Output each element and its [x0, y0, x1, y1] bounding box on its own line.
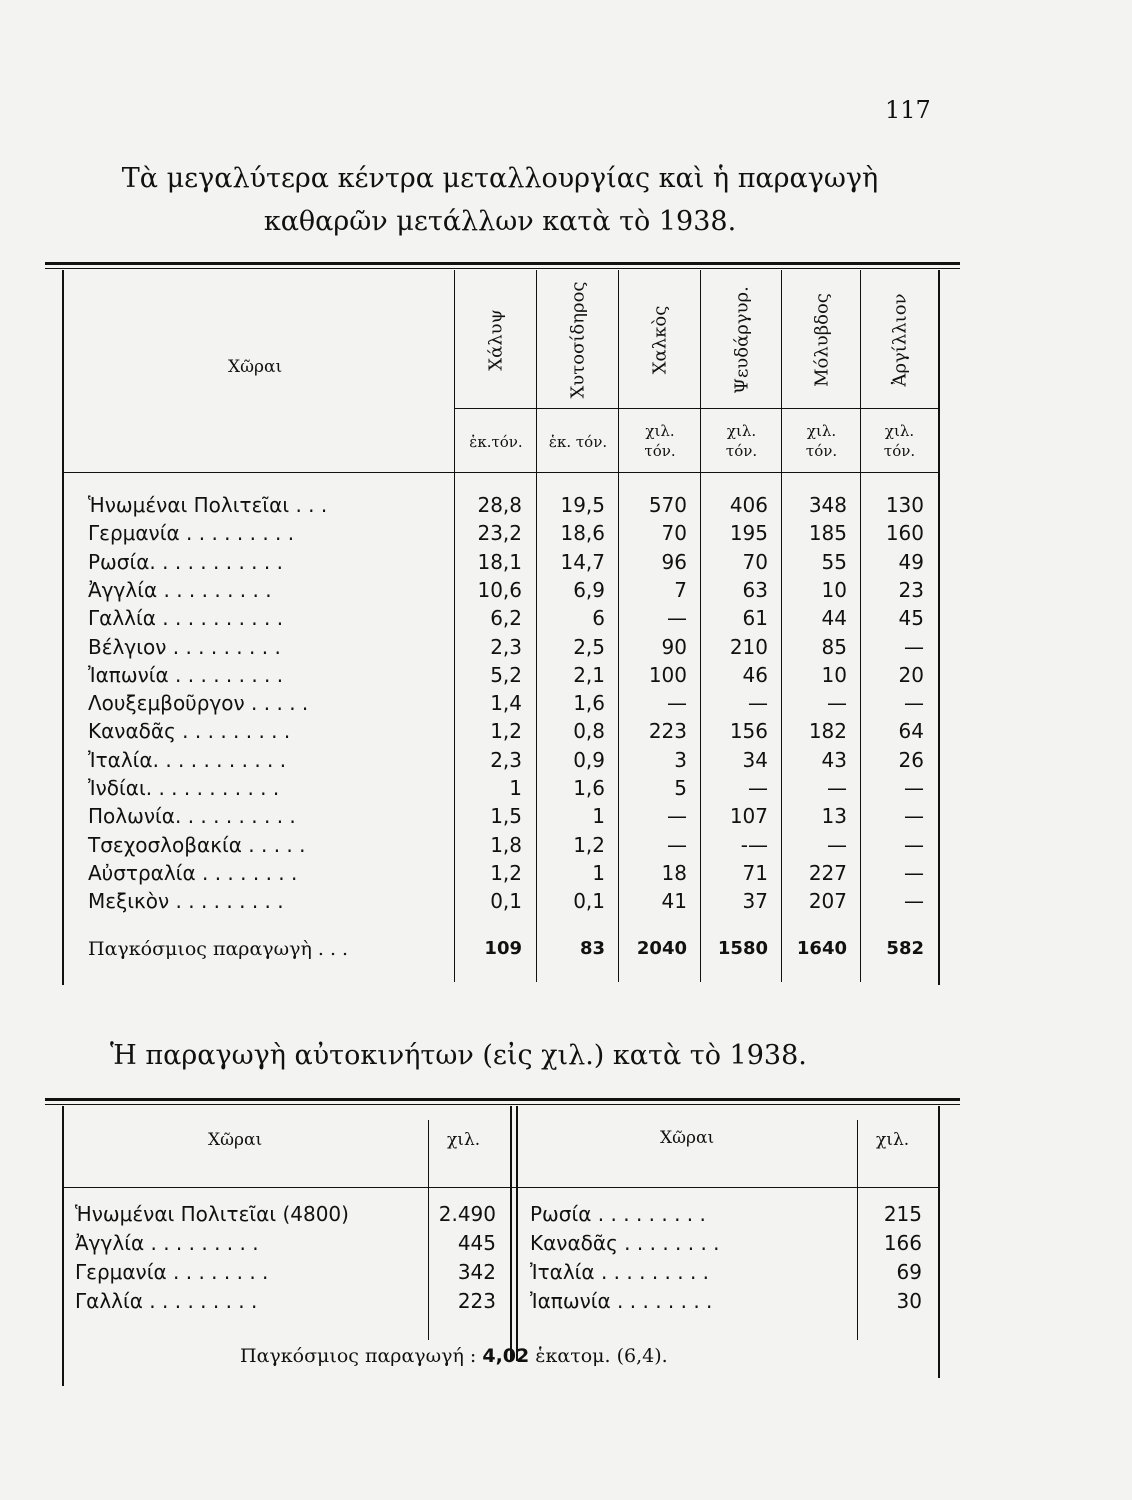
page-number: 117: [885, 96, 931, 124]
cars-header-country-left: Χῶραι: [208, 1130, 263, 1150]
column-header-4: Μόλυβδος: [811, 293, 832, 387]
cars-header-country-right: Χῶραι: [660, 1128, 715, 1148]
column-divider: [536, 270, 537, 982]
row-value: 1,4: [490, 691, 522, 716]
row-value: 1: [592, 804, 605, 829]
cars-total-unit: ἑκατομ. (6,4).: [535, 1345, 668, 1367]
cars-left-border: [62, 1106, 64, 1386]
row-value: 19,5: [560, 493, 605, 517]
row-value: 185: [808, 521, 847, 546]
cars-right-value: 30: [896, 1289, 922, 1313]
row-value: 0,1: [490, 889, 522, 914]
row-value: —: [904, 860, 924, 885]
row-value: 14,7: [560, 549, 605, 574]
row-country: Ἰαπωνία . . . . . . . . .: [88, 662, 284, 687]
total-value: 83: [579, 938, 605, 959]
column-unit-line1: χιλ.: [726, 422, 757, 440]
row-value: —: [904, 889, 924, 914]
row-value: —: [904, 776, 924, 800]
column-unit-0: [455, 432, 537, 452]
row-value: 18,6: [560, 521, 605, 546]
column-unit-line1: ἑκ. τόν.: [548, 433, 608, 451]
column-divider: [860, 270, 861, 982]
row-value: 26: [898, 747, 924, 772]
column-unit-line2: τόν.: [883, 442, 916, 460]
row-value: 64: [898, 719, 924, 744]
row-value: 107: [729, 804, 768, 829]
total-value: 2040: [636, 938, 687, 959]
cars-header-rule: [62, 1187, 938, 1188]
cars-left-country: Γερμανία . . . . . . . .: [75, 1260, 269, 1284]
top-rule: [45, 262, 960, 265]
row-value: 1,2: [573, 832, 605, 857]
row-value: 2,3: [490, 747, 522, 772]
row-value: 3: [674, 747, 687, 772]
column-unit-5: [861, 421, 938, 461]
column-unit-line2: τόν.: [644, 442, 676, 460]
row-value: 13: [821, 804, 847, 829]
row-value: 10,6: [477, 577, 522, 602]
top-rule-thin: [45, 268, 960, 269]
row-value: 2,3: [490, 634, 522, 659]
row-value: —: [827, 776, 847, 800]
row-value: 70: [661, 521, 687, 546]
row-value: 10: [821, 662, 847, 687]
column-divider: [618, 270, 619, 982]
row-value: 182: [808, 719, 847, 744]
row-country: Ἀγγλία . . . . . . . . .: [88, 577, 272, 602]
left-border: [62, 270, 64, 985]
cars-top-rule-thin: [45, 1104, 960, 1105]
row-country: Λουξεμβοῦργον . . . . .: [88, 691, 309, 716]
cars-right-border: [938, 1106, 940, 1378]
cars-right-country: Ρωσία . . . . . . . . .: [530, 1202, 706, 1226]
row-value: 49: [898, 549, 924, 574]
row-value: 1: [592, 860, 605, 885]
total-value: 1580: [717, 938, 768, 959]
cars-left-country: Ἀγγλία . . . . . . . . .: [75, 1231, 259, 1255]
row-value: -—: [740, 832, 768, 857]
total-value: 582: [886, 938, 924, 959]
cars-total-label: Παγκόσμιος παραγωγή :: [240, 1345, 477, 1367]
row-value: 100: [648, 662, 687, 687]
row-value: —: [667, 691, 687, 716]
cars-left-value: 342: [457, 1260, 496, 1284]
row-value: 1,8: [490, 832, 522, 857]
column-header-5: Ἀργίλλιον: [889, 293, 910, 387]
row-value: —: [748, 776, 768, 800]
row-value: —: [904, 832, 924, 857]
row-country: Μεξικὸν . . . . . . . . .: [88, 889, 284, 914]
row-value: 55: [821, 549, 847, 574]
row-value: 1: [509, 776, 522, 800]
cars-total-value: 4,02: [482, 1345, 530, 1367]
total-value: 109: [484, 938, 522, 959]
row-value: 18,1: [477, 549, 522, 574]
row-country: Ἰνδίαι. . . . . . . . . . .: [88, 776, 280, 800]
row-value: —: [667, 832, 687, 857]
column-unit-line1: χιλ.: [645, 422, 675, 440]
header-bottom-rule: [62, 472, 938, 473]
row-value: —: [904, 634, 924, 659]
row-value: 6,9: [573, 577, 605, 602]
row-value: 46: [742, 662, 768, 687]
cars-right-value: 215: [883, 1202, 922, 1226]
total-value: 1640: [796, 938, 847, 959]
row-value: 28,8: [477, 493, 522, 517]
row-value: 6,2: [490, 606, 522, 631]
column-header-0: Χάλυψ: [485, 309, 507, 371]
row-value: 43: [821, 747, 847, 772]
row-value: 44: [821, 606, 847, 631]
row-country: Γερμανία . . . . . . . . .: [88, 521, 295, 546]
row-value: 130: [885, 493, 924, 517]
row-value: 2,5: [573, 634, 605, 659]
row-value: 156: [729, 719, 768, 744]
row-value: 6: [592, 606, 605, 631]
row-value: 0,9: [573, 747, 605, 772]
cars-top-rule: [45, 1098, 960, 1101]
cars-total: [240, 1345, 668, 1367]
metals-title-line-1: Τὰ μεγαλύτερα κέντρα μεταλλουργίας καὶ ἡ παραγωγὴ: [121, 163, 879, 194]
row-value: —: [667, 606, 687, 631]
row-value: 96: [661, 549, 687, 574]
units-rule: [455, 408, 938, 409]
cars-right-country: Ἰαπωνία . . . . . . . .: [530, 1289, 713, 1313]
row-country: Βέλγιον . . . . . . . . .: [88, 634, 281, 659]
row-value: 5: [674, 776, 687, 800]
row-value: 210: [729, 634, 768, 659]
cars-right-value: 69: [896, 1260, 922, 1284]
row-value: 223: [648, 719, 687, 744]
row-value: —: [904, 804, 924, 829]
row-country: Τσεχοσλοβακία . . . . .: [88, 832, 306, 857]
row-value: 406: [729, 493, 768, 517]
row-value: 10: [821, 577, 847, 602]
cars-right-country: Ἰταλία . . . . . . . . .: [530, 1260, 710, 1284]
cars-right-country: Καναδᾶς . . . . . . . .: [530, 1231, 720, 1255]
column-header-3: Ψευδάργυρ.: [731, 286, 752, 394]
column-unit-line2: τόν.: [805, 442, 838, 460]
column-unit-line1: χιλ.: [806, 422, 837, 440]
row-value: —: [827, 691, 847, 716]
row-value: 23: [898, 577, 924, 602]
row-value: 195: [729, 521, 768, 546]
column-unit-line1: ἑκ.τόν.: [469, 433, 523, 451]
row-value: 207: [808, 889, 847, 914]
row-value: 20: [898, 662, 924, 687]
column-header-1: Χυτοσίδηρος: [567, 281, 589, 399]
cars-header-unit-left: χιλ.: [447, 1130, 481, 1150]
row-value: 85: [821, 634, 847, 659]
row-value: —: [904, 691, 924, 716]
cars-center-divider-1: [510, 1106, 512, 1361]
column-unit-1: [537, 432, 619, 452]
cars-title: Ἡ παραγωγὴ αὐτοκινήτων (εἰς χιλ.) κατὰ τὸ 1938.: [110, 1040, 807, 1071]
row-value: 1,6: [573, 691, 605, 716]
row-value: 23,2: [477, 521, 522, 546]
row-country: Αὐστραλία . . . . . . . .: [88, 860, 298, 885]
row-value: 90: [661, 634, 687, 659]
column-divider: [781, 270, 782, 982]
column-unit-4: [782, 421, 861, 461]
row-value: 227: [808, 860, 847, 885]
column-unit-line2: τόν.: [725, 442, 758, 460]
row-value: 160: [885, 521, 924, 546]
row-value: 5,2: [490, 662, 522, 687]
row-value: —: [667, 804, 687, 829]
row-value: —: [827, 832, 847, 857]
cars-header-unit-right: χιλ.: [876, 1130, 910, 1150]
cars-left-country: Γαλλία . . . . . . . . .: [75, 1289, 258, 1313]
column-unit-3: [701, 421, 782, 461]
column-divider: [454, 270, 455, 982]
cars-left-value: 2.490: [438, 1202, 496, 1226]
row-value: 570: [648, 493, 687, 517]
row-value: 37: [742, 889, 768, 914]
row-value: —: [748, 691, 768, 716]
cars-left-value: 445: [457, 1231, 496, 1255]
row-value: 2,1: [573, 662, 605, 687]
row-value: 0,1: [573, 889, 605, 914]
row-value: 34: [742, 747, 768, 772]
row-value: 41: [661, 889, 687, 914]
column-divider: [700, 270, 701, 982]
row-value: 1,5: [490, 804, 522, 829]
row-value: 18: [661, 860, 687, 885]
metals-total-label: Παγκόσμιος παραγωγὴ . . .: [88, 938, 349, 960]
row-value: 348: [808, 493, 847, 517]
cars-left-country: Ἡνωμέναι Πολιτεῖαι (4800): [75, 1202, 349, 1226]
row-value: 1,2: [490, 860, 522, 885]
metals-title-line-2: καθαρῶν μετάλλων κατὰ τὸ 1938.: [263, 206, 737, 237]
row-value: 61: [742, 606, 768, 631]
row-value: 71: [742, 860, 768, 885]
row-value: 1,6: [573, 776, 605, 800]
row-value: 70: [742, 549, 768, 574]
cars-right-value: 166: [883, 1231, 922, 1255]
right-border: [938, 270, 940, 985]
column-unit-2: [619, 421, 701, 461]
cars-center-divider-2: [516, 1106, 518, 1361]
row-value: 1,2: [490, 719, 522, 744]
row-country: Ρωσία. . . . . . . . . . .: [88, 549, 283, 574]
row-country: Γαλλία . . . . . . . . . .: [88, 606, 284, 631]
row-value: 0,8: [573, 719, 605, 744]
column-header-2: Χαλκὸς: [649, 305, 671, 375]
cars-left-value: 223: [457, 1289, 496, 1313]
row-country: Ἡνωμέναι Πολιτεῖαι . . .: [88, 493, 328, 517]
column-unit-line1: χιλ.: [884, 422, 915, 440]
row-country: Ἰταλία. . . . . . . . . . .: [88, 747, 287, 772]
row-value: 45: [898, 606, 924, 631]
row-country: Πολωνία. . . . . . . . . .: [88, 804, 296, 829]
countries-header: Χῶραι: [228, 357, 283, 377]
row-value: 7: [674, 577, 687, 602]
row-country: Καναδᾶς . . . . . . . . .: [88, 719, 291, 744]
row-value: 63: [742, 577, 768, 602]
